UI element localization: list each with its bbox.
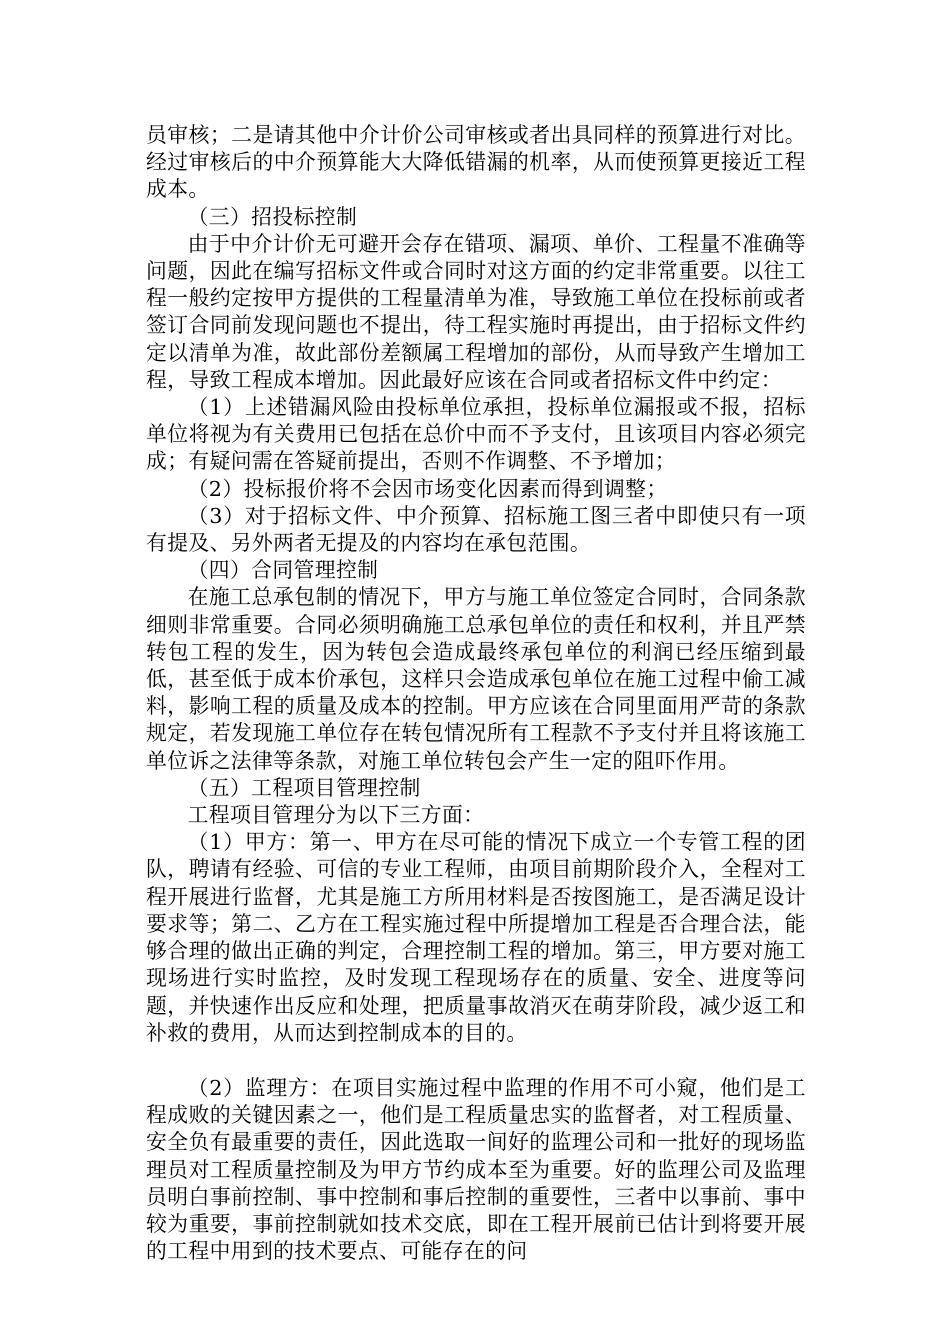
- paragraph-contract-body: 在施工总承包制的情况下，甲方与施工单位签定合同时，合同条款细则非常重要。合同必须明确施工总承包单位的责任和权利，并且严禁转包工程的发生，因为转包会造成最终承包单位的利润已经压缩到最低，甚至低于成本价承包，这样只会造成承包单位在施工过程中偷工减料，影响工程的质量及成本的控制。甲方应该在合同里面用严苛的条款规定，若发现施工单位存在转包情况所有工程款不予支付并且将该施工单位诉之法律等条款，对施工单位转包会产生一定的阻吓作用。: [146, 585, 806, 773]
- paragraph-bidding-intro: 由于中介计价无可避开会存在错项、漏项、单价、工程量不准确等问题，因此在编写招标文件或合同时对这方面的约定非常重要。以往工程一般约定按甲方提供的工程量清单为准，导致施工单位在投标前或者签订合同前发现问题也不提出，待工程实施时再提出，由于招标文件约定以清单为准，故此部份差额属工程增加的部份，从而导致产生增加工程，导致工程成本增加。因此最好应该在合同或者招标文件中约定：: [146, 231, 806, 392]
- document-page: [146, 122, 806, 1265]
- paragraph-continued: 员审核；二是请其他中介计价公司审核或者出具同样的预算进行对比。经过审核后的中介预算能大大降低错漏的机率，从而使预算更接近工程成本。: [146, 123, 806, 202]
- paragraph-bidding-item-2: （2）投标报价将不会因市场变化因素而得到调整；: [187, 476, 668, 501]
- paragraph-project-owner: （1）甲方：第一、甲方在尽可能的情况下成立一个专管工程的团队，聘请有经验、可信的专业工程师，由项目前期阶段介入，全程对工程开展进行监督，尤其是施工方所用材料是否按图施工，是否满足设计要求等；第二、乙方在工程实施过程中所提增加工程是否合理合法，能够合理的做出正确的判定，合理控制工程的增加。第三，甲方要对施工现场进行实时监控，及时发现工程现场存在的质量、安全、进度等问题，并快速作出反应和处理，把质量事故消灭在萌芽阶段，减少返工和补救的费用，从而达到控制成本的目的。: [146, 830, 806, 1045]
- paragraph-project-intro: 工程项目管理分为以下三方面：: [187, 803, 485, 828]
- section-heading-contract-control: （四）合同管理控制: [187, 558, 379, 583]
- paragraph-bidding-item-3: （3）对于招标文件、中介预算、招标施工图三者中即使只有一项有提及、另外两者无提及的内容均在承包范围。: [146, 503, 806, 556]
- paragraph-bidding-item-1: （1）上述错漏风险由投标单位承担，投标单位漏报或不报，招标单位将视为有关费用已包括在总价中而不予支付，且该项目内容必须完成；有疑问需在答疑前提出，否则不作调整、不予增加；: [146, 395, 806, 474]
- section-heading-project-management: （五）工程项目管理控制: [187, 775, 421, 800]
- section-heading-bidding-control: （三）招投标控制: [187, 204, 358, 229]
- paragraph-project-supervisor: （2）监理方：在项目实施过程中监理的作用不可小窥，他们是工程成败的关键因素之一，他们是工程质量忠实的监督者，对工程质量、安全负有最重要的责任，因此选取一间好的监理公司和一批好的现场监理员对工程质量控制及为甲方节约成本至为重要。好的监理公司及监理员明白事前控制、事中控制和事后控制的重要性，三者中以事前、事中较为重要，事前控制就如技术交底，即在工程开展前已估计到将要开展的工程中用到的技术要点、可能存在的问: [146, 1075, 806, 1264]
- paragraph-gap: [146, 1047, 806, 1075]
